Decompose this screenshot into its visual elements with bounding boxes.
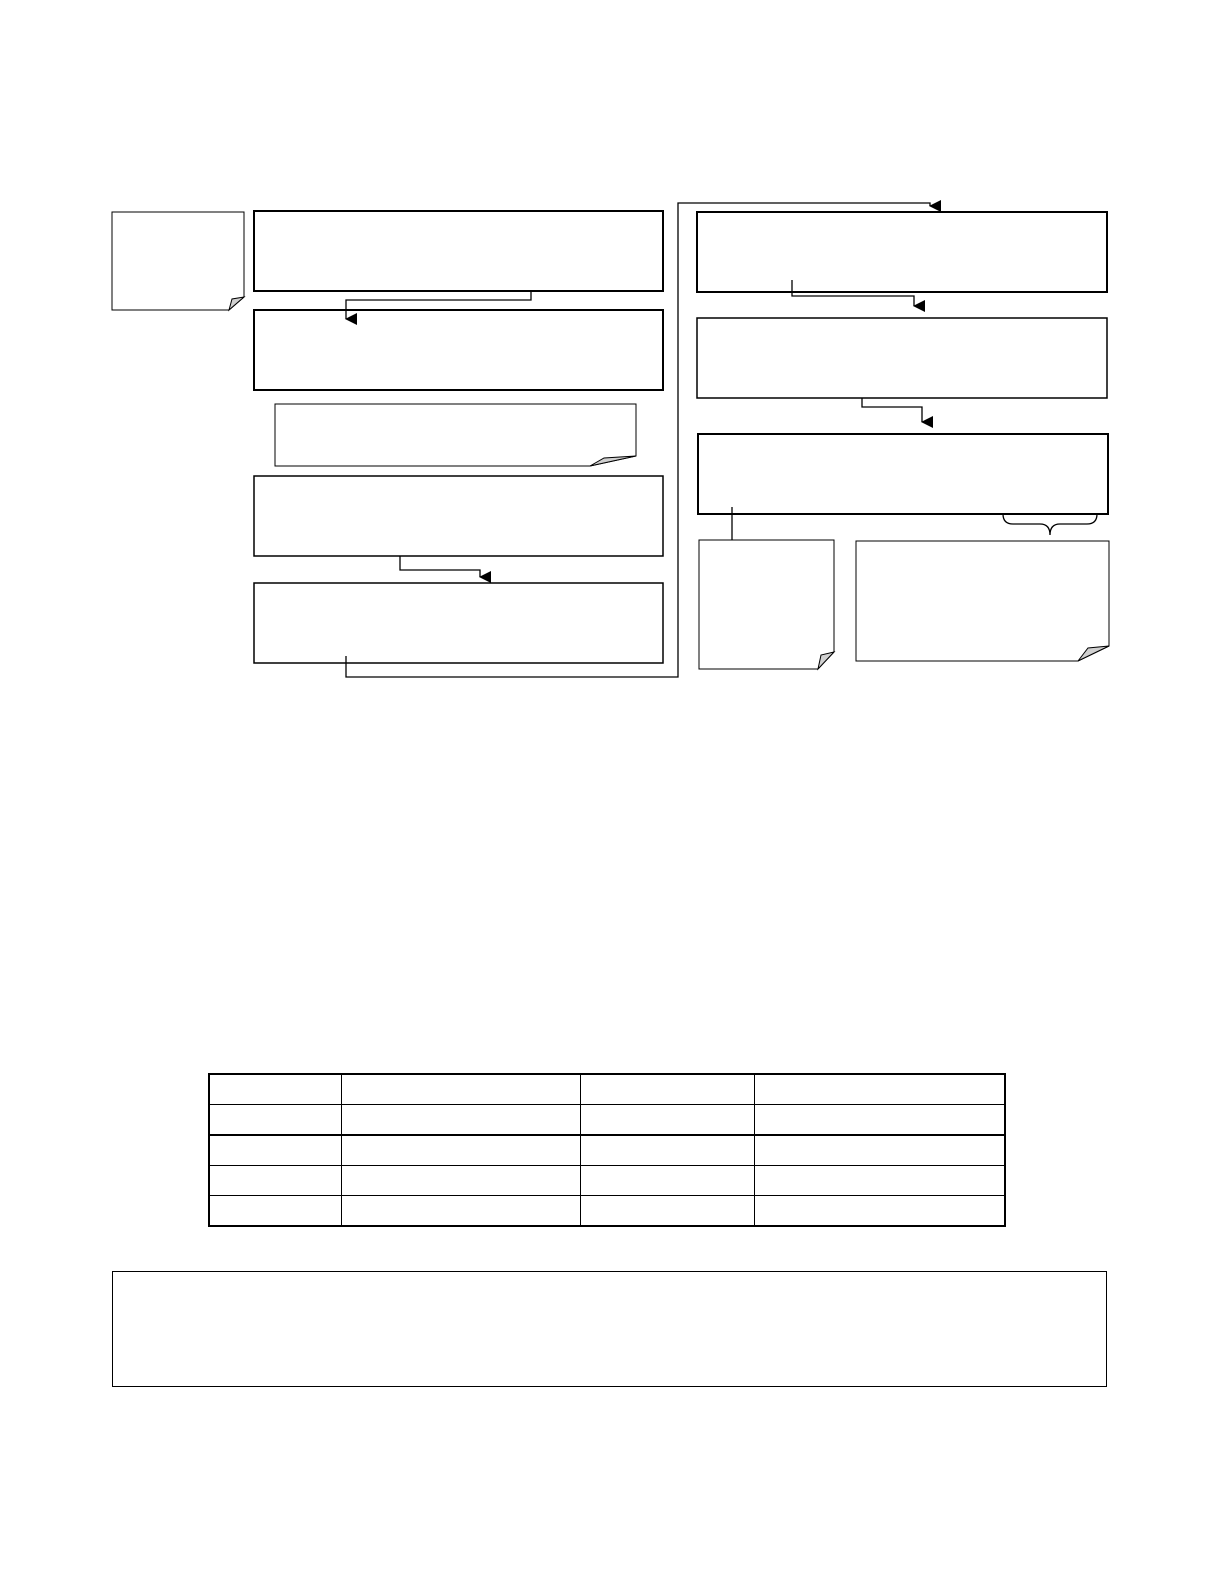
left-step-4-box [254,583,663,663]
table-cell [209,1105,341,1136]
table-cell [754,1135,1005,1166]
left-step-1-box [254,211,663,291]
left-step-2-box [254,310,663,390]
table-cell [341,1196,580,1227]
right-step-1-box [697,212,1107,292]
table-cell [209,1166,341,1196]
bottom-left-note [699,540,834,669]
table-header-row [209,1074,1005,1105]
table-cell [209,1196,341,1227]
data-table [208,1073,1006,1227]
bottom-right-note [856,541,1109,661]
table-cell [754,1105,1005,1136]
table-row [209,1135,1005,1166]
table-header-cell [580,1074,754,1105]
table-cell [341,1105,580,1136]
table-cell [580,1196,754,1227]
right-step-3-box [698,434,1108,514]
mid-note [275,404,636,466]
flowchart [0,0,1224,720]
table-cell [580,1135,754,1166]
brace-right-3 [1003,514,1097,535]
left-step-3-box [254,476,663,556]
table-header-cell [341,1074,580,1105]
table-header-cell [754,1074,1005,1105]
table-cell [580,1166,754,1196]
table-cell [341,1135,580,1166]
table-row [209,1196,1005,1227]
table-cell [341,1166,580,1196]
table-row [209,1105,1005,1136]
table-cell [580,1105,754,1136]
flowchart-canvas [0,0,1224,720]
table-cell [754,1166,1005,1196]
right-step-2-box [697,318,1107,398]
table-row [209,1166,1005,1196]
connector-right-2-to-3 [862,398,922,422]
table-cell [209,1135,341,1166]
connector-left-3-to-4 [400,556,480,577]
table-cell [754,1196,1005,1227]
table-header-cell [209,1074,341,1105]
side-note [112,212,244,310]
note-box [112,1271,1107,1387]
